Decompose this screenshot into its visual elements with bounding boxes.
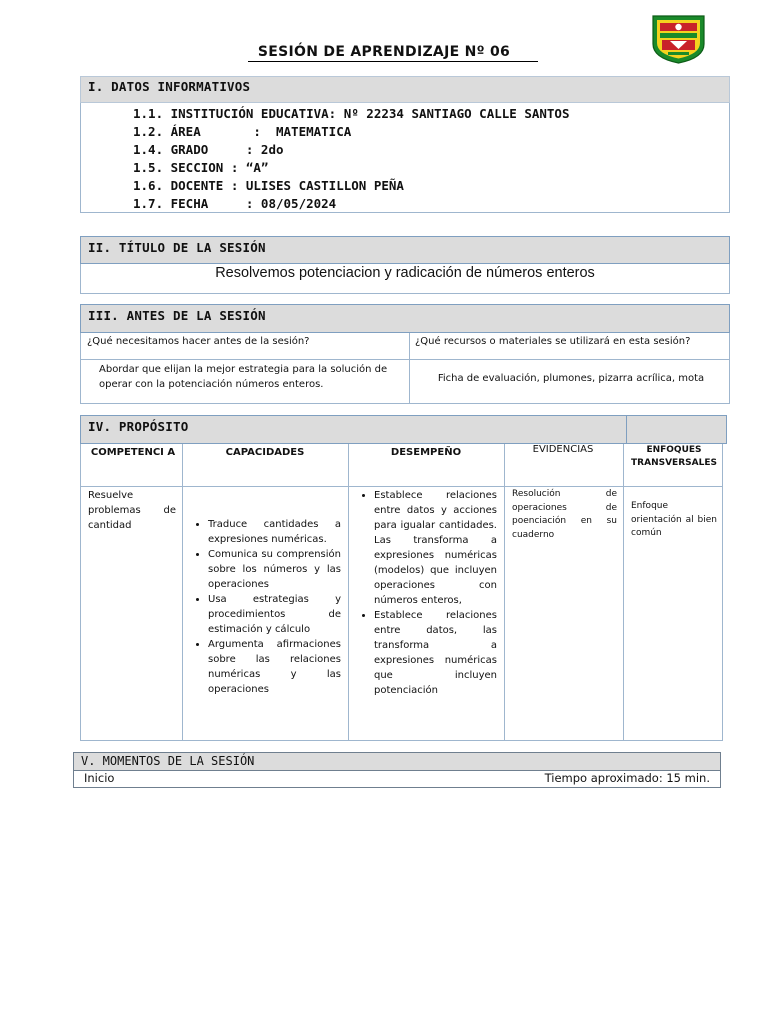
section-4-header-divider [626, 415, 627, 444]
section-1-body [80, 103, 730, 213]
list-item: • Argumenta afirmaciones sobre las relaciones numéricas y las operaciones [208, 637, 341, 697]
competencia-text: Resuelve problemas de cantidad [88, 490, 176, 531]
page-title: SESIÓN DE APRENDIZAJE Nº 06 [257, 44, 511, 60]
desempeno-list [357, 488, 497, 698]
col-competencia: COMPETENCI A [90, 447, 176, 458]
info-seccion: 1.5. SECCION : “A” [133, 160, 269, 175]
section-4-header: IV. PROPÓSITO [80, 415, 727, 444]
answer-before-session: Abordar que elijan la mejor estrategia para la solución de operar con la potenciación números enteros. [99, 364, 388, 390]
capacidades-list [191, 517, 341, 697]
moment-label: Inicio [84, 771, 115, 785]
list-item: • Comunica su comprensión sobre los números y las operaciones [208, 547, 341, 592]
answer-resources: Ficha de evaluación, plumones, pizarra acrílica, mota [437, 373, 705, 384]
question-resources: ¿Qué recursos o materiales se utilizará en esta sesión? [415, 336, 691, 347]
info-institucion: 1.1. INSTITUCIÓN EDUCATIVA: Nº 22234 SANTIAGO CALLE SANTOS [133, 106, 570, 121]
enfoque-text: Enfoque orientación al bien común [631, 501, 717, 538]
col-capacidades: CAPACIDADES [225, 447, 305, 458]
col-enfoques: ENFOQUES TRANSVERSALES [631, 445, 717, 468]
section-2-header: II. TÍTULO DE LA SESIÓN [80, 236, 730, 264]
title-underline [248, 61, 538, 62]
school-crest-logo [650, 14, 707, 64]
info-fecha: 1.7. FECHA : 08/05/2024 [133, 196, 337, 211]
col-desempeno: DESEMPEÑO [390, 447, 462, 458]
list-item: • Establece relaciones entre datos, las transforma a expresiones numéricas que incluyen potenciación [374, 608, 497, 698]
section-5-header: V. MOMENTOS DE LA SESIÓN [73, 752, 721, 771]
section-1-header: I. DATOS INFORMATIVOS [80, 76, 730, 103]
evidencia-text: Resolución de operaciones de poenciación en su cuaderno [512, 489, 617, 540]
info-grado: 1.4. GRADO : 2do [133, 142, 284, 157]
moment-time: Tiempo aproximado: 15 min. [544, 771, 710, 785]
section-3-table [80, 333, 730, 404]
question-before-session: ¿Qué necesitamos hacer antes de la sesión? [87, 336, 310, 347]
list-item: • Usa estrategias y procedimientos de estimación y cálculo [208, 592, 341, 637]
list-item: • Establece relaciones entre datos y acciones para igualar cantidades. Las transforma a expresiones numéricas (modelos) que incluyen operaciones con números enteros, [374, 488, 497, 608]
info-docente: 1.6. DOCENTE : ULISES CASTILLON PEÑA [133, 178, 404, 193]
col-evidencias: EVIDENCIAS [532, 444, 594, 455]
moment-row [73, 771, 721, 788]
section-3-header: III. ANTES DE LA SESIÓN [80, 304, 730, 333]
purpose-table [80, 444, 723, 741]
list-item: • Traduce cantidades a expresiones numéricas. [208, 517, 341, 547]
info-area: 1.2. ÁREA : MATEMATICA [133, 124, 352, 139]
session-title: Resolvemos potenciacion y radicación de números enteros [80, 264, 730, 294]
